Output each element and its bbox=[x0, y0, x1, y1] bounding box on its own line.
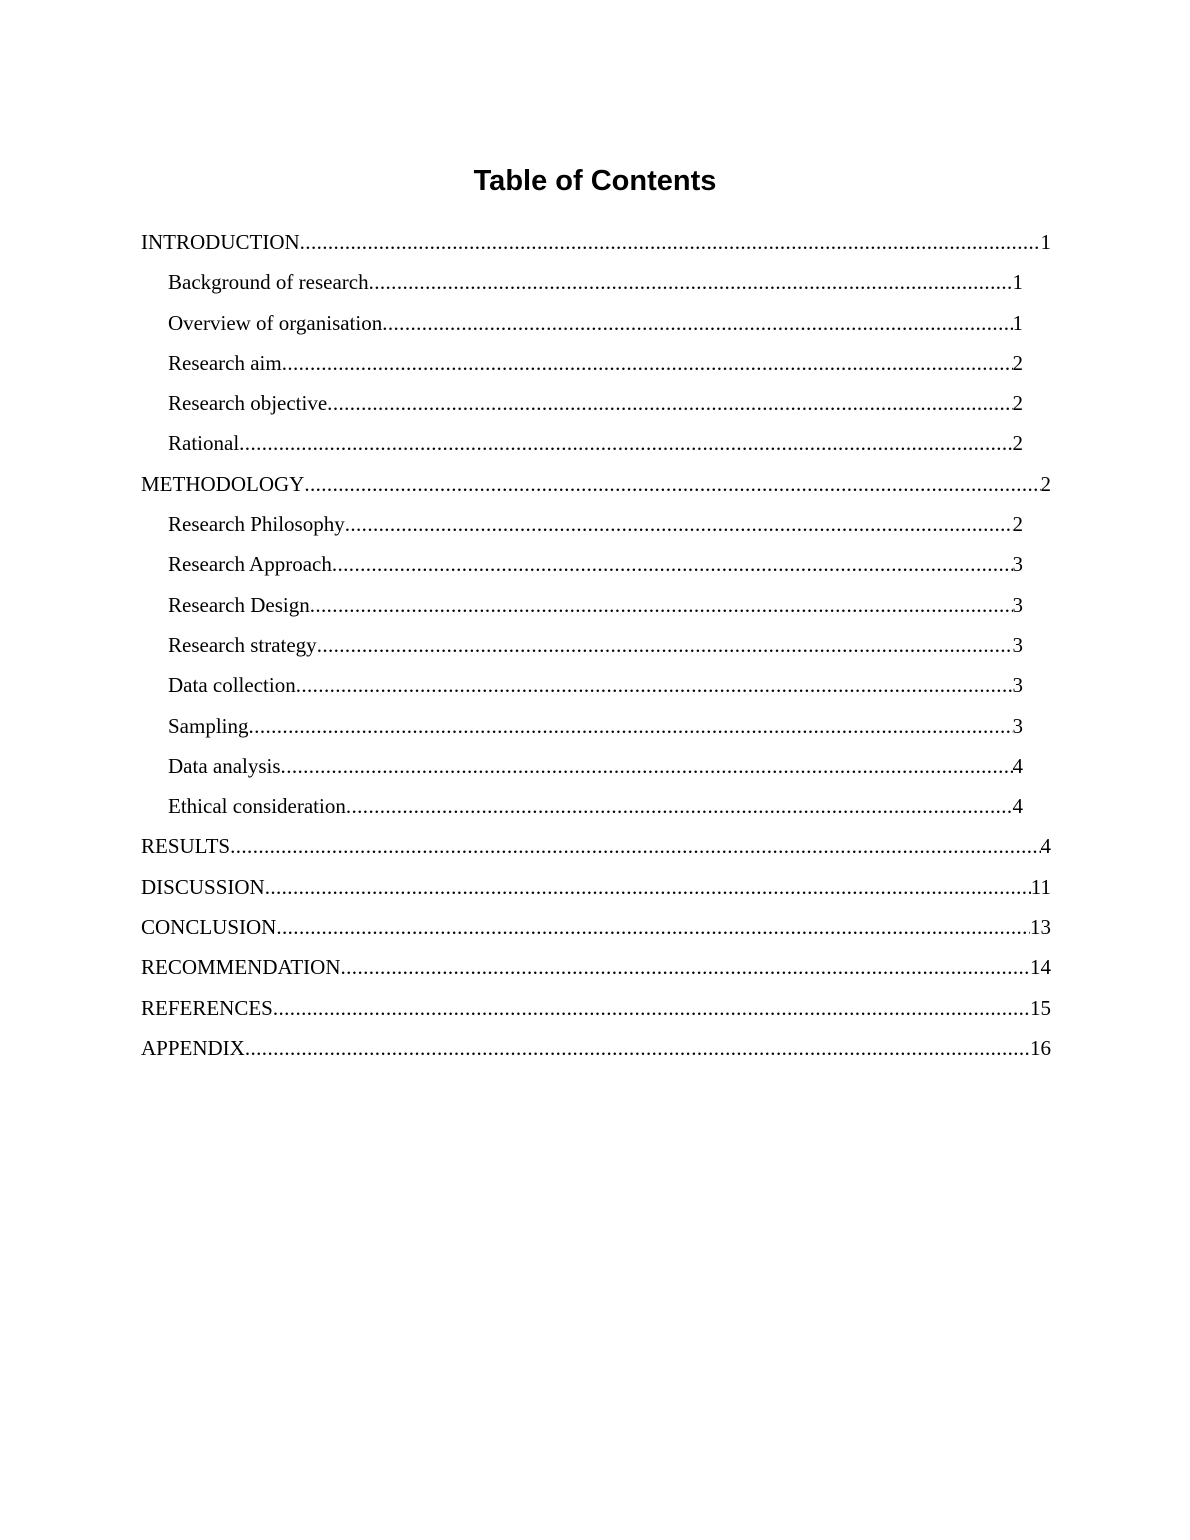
toc-entry-label: Sampling bbox=[168, 713, 249, 738]
toc-entry-page: 4 bbox=[1012, 753, 1023, 778]
toc-entry-label: Research Design bbox=[168, 592, 310, 617]
toc-entry-appendix[interactable] bbox=[141, 1032, 1051, 1072]
toc-entry-page: 3 bbox=[1012, 713, 1023, 738]
toc-entry-page: 15 bbox=[1030, 995, 1051, 1020]
toc-entry-page: 13 bbox=[1030, 915, 1051, 940]
toc-entry-label: REFERENCES bbox=[141, 995, 273, 1020]
toc-entry-research-objective[interactable] bbox=[141, 387, 1051, 427]
toc-entry-recommendation[interactable] bbox=[141, 951, 1051, 991]
toc-entry-sampling[interactable] bbox=[141, 710, 1051, 750]
toc-entry-label: Research objective bbox=[168, 391, 328, 416]
toc-entry-page: 3 bbox=[1012, 632, 1023, 657]
toc-entry-page: 16 bbox=[1030, 1035, 1051, 1060]
toc-entry-ethical-consideration[interactable] bbox=[141, 790, 1051, 830]
toc-entry-page: 3 bbox=[1012, 552, 1023, 577]
toc-entry-page: 14 bbox=[1030, 955, 1051, 980]
toc-entry-page: 3 bbox=[1012, 592, 1023, 617]
toc-entry-label: DISCUSSION bbox=[141, 874, 265, 899]
toc-entry-data-collection[interactable] bbox=[141, 669, 1051, 709]
toc-entry-label: METHODOLOGY bbox=[141, 471, 305, 496]
toc-entry-research-strategy[interactable] bbox=[141, 629, 1051, 669]
toc-entry-label: Research Approach bbox=[168, 552, 332, 577]
toc-entry-page: 2 bbox=[1012, 350, 1023, 375]
toc-entry-page: 4 bbox=[1012, 794, 1023, 819]
toc-entry-label: RECOMMENDATION bbox=[141, 955, 341, 980]
toc-entry-rational[interactable] bbox=[141, 427, 1051, 467]
toc-entry-page: 2 bbox=[1012, 391, 1023, 416]
toc-entry-data-analysis[interactable] bbox=[141, 750, 1051, 790]
toc-entry-research-philosophy[interactable] bbox=[141, 508, 1051, 548]
toc-entry-research-design[interactable] bbox=[141, 589, 1051, 629]
toc-entry-label: RESULTS bbox=[141, 834, 231, 859]
toc-entry-discussion[interactable] bbox=[141, 871, 1051, 911]
toc-entry-label: APPENDIX bbox=[141, 1035, 245, 1060]
toc-entry-label: Research aim bbox=[168, 350, 282, 375]
toc-entry-page: 11 bbox=[1030, 874, 1051, 899]
toc-entry-label: Data analysis bbox=[168, 753, 281, 778]
toc-entry-label: Ethical consideration bbox=[168, 794, 346, 819]
toc-entry-research-aim[interactable] bbox=[141, 347, 1051, 387]
toc-entry-results[interactable] bbox=[141, 830, 1051, 870]
page-title: Table of Contents bbox=[473, 165, 717, 197]
toc-entry-label: Overview of organisation bbox=[168, 310, 383, 335]
toc-entry-label: INTRODUCTION bbox=[141, 230, 300, 254]
toc-entry-label: CONCLUSION bbox=[141, 915, 277, 940]
toc-entry-page: 3 bbox=[1012, 673, 1023, 698]
toc-entry-page: 4 bbox=[1040, 834, 1051, 859]
toc-entry-label: Data collection bbox=[168, 673, 296, 698]
toc-entry-introduction[interactable] bbox=[141, 226, 1051, 266]
toc-entry-page: 1 bbox=[1012, 310, 1023, 335]
toc-entry-label: Background of research bbox=[168, 270, 369, 295]
toc-entry-page: 1 bbox=[1012, 270, 1023, 295]
toc-entry-page: 2 bbox=[1012, 512, 1023, 537]
toc-entry-label: Research Philosophy bbox=[168, 512, 345, 537]
toc-entry-methodology[interactable] bbox=[141, 468, 1051, 508]
toc-entry-label: Rational bbox=[168, 431, 240, 456]
table-of-contents bbox=[141, 226, 1051, 1072]
toc-entry-label: Research strategy bbox=[168, 632, 317, 657]
toc-entry-page: 2 bbox=[1012, 431, 1023, 456]
toc-entry-overview-of-organisation[interactable] bbox=[141, 307, 1051, 347]
toc-entry-references[interactable] bbox=[141, 992, 1051, 1032]
toc-entry-background-of-research[interactable] bbox=[141, 266, 1051, 306]
toc-entry-conclusion[interactable] bbox=[141, 911, 1051, 951]
toc-entry-page: 2 bbox=[1040, 471, 1051, 496]
toc-entry-research-approach[interactable] bbox=[141, 548, 1051, 588]
toc-entry-page: 1 bbox=[1040, 230, 1051, 254]
